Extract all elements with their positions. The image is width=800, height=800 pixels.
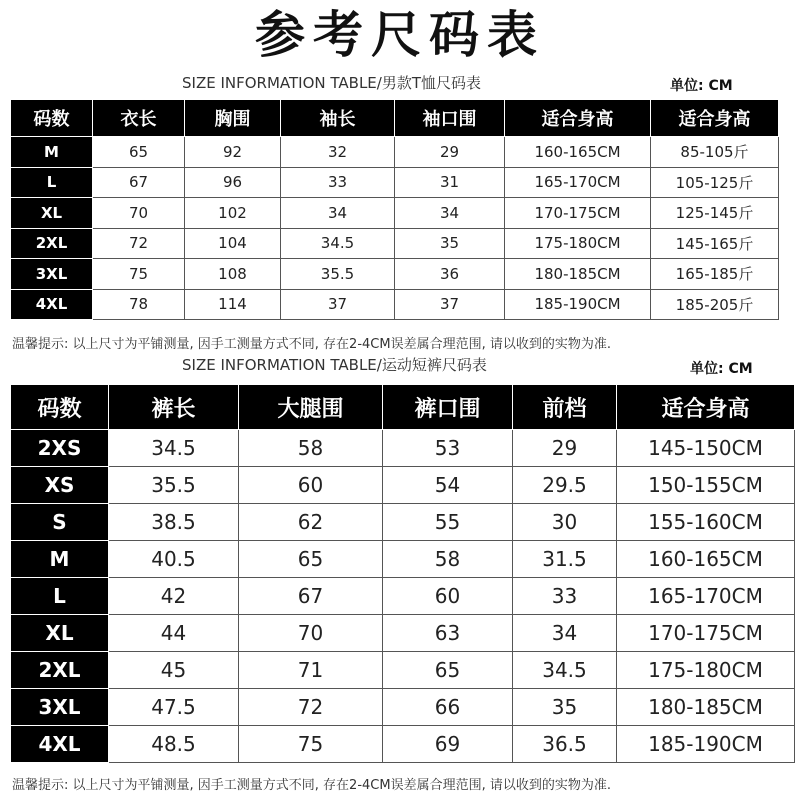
table-cell: 30 bbox=[513, 504, 617, 541]
table-row bbox=[11, 652, 795, 689]
size-label: 2XL bbox=[11, 228, 93, 259]
table-cell: 125-145斤 bbox=[651, 198, 779, 229]
table-cell: 175-180CM bbox=[617, 652, 795, 689]
table-cell: 67 bbox=[93, 167, 185, 198]
table-cell: 150-155CM bbox=[617, 467, 795, 504]
table-cell: 29 bbox=[513, 430, 617, 467]
table-cell: 114 bbox=[185, 289, 281, 320]
size-label: 3XL bbox=[11, 259, 93, 290]
column-header: 适合身高 bbox=[505, 100, 651, 137]
table-cell: 108 bbox=[185, 259, 281, 290]
table-cell: 67 bbox=[239, 578, 383, 615]
table-cell: 31.5 bbox=[513, 541, 617, 578]
table-row bbox=[11, 198, 779, 229]
size-label: 4XL bbox=[11, 726, 109, 763]
shorts-subtitle: SIZE INFORMATION TABLE/运动短裤尺码表 bbox=[182, 356, 487, 374]
table-cell: 72 bbox=[93, 228, 185, 259]
table-cell: 58 bbox=[383, 541, 513, 578]
table-row bbox=[11, 228, 779, 259]
size-label: 2XS bbox=[11, 430, 109, 467]
column-header: 裤长 bbox=[109, 385, 239, 430]
table-cell: 32 bbox=[281, 137, 395, 168]
column-header: 前档 bbox=[513, 385, 617, 430]
column-header: 袖长 bbox=[281, 100, 395, 137]
table-cell: 102 bbox=[185, 198, 281, 229]
table-cell: 34 bbox=[395, 198, 505, 229]
table-row bbox=[11, 289, 779, 320]
table-cell: 35 bbox=[395, 228, 505, 259]
table-cell: 180-185CM bbox=[617, 689, 795, 726]
size-label: L bbox=[11, 578, 109, 615]
table-cell: 55 bbox=[383, 504, 513, 541]
column-header: 胸围 bbox=[185, 100, 281, 137]
table-cell: 165-170CM bbox=[505, 167, 651, 198]
table-cell: 85-105斤 bbox=[651, 137, 779, 168]
table-cell: 47.5 bbox=[109, 689, 239, 726]
shorts-unit: 单位: CM bbox=[690, 361, 753, 377]
column-header: 适合身高 bbox=[651, 100, 779, 137]
table-cell: 185-205斤 bbox=[651, 289, 779, 320]
table-cell: 29 bbox=[395, 137, 505, 168]
table-row bbox=[11, 430, 795, 467]
table-cell: 72 bbox=[239, 689, 383, 726]
table-cell: 36.5 bbox=[513, 726, 617, 763]
tshirt-subtitle: SIZE INFORMATION TABLE/男款T恤尺码表 bbox=[182, 74, 481, 92]
table-cell: 34.5 bbox=[513, 652, 617, 689]
table-header-row bbox=[11, 385, 795, 430]
column-header: 适合身高 bbox=[617, 385, 795, 430]
table-cell: 37 bbox=[395, 289, 505, 320]
table-cell: 75 bbox=[239, 726, 383, 763]
size-label: XS bbox=[11, 467, 109, 504]
table-cell: 165-170CM bbox=[617, 578, 795, 615]
table-row bbox=[11, 504, 795, 541]
column-header: 裤口围 bbox=[383, 385, 513, 430]
table-cell: 66 bbox=[383, 689, 513, 726]
table-cell: 34.5 bbox=[281, 228, 395, 259]
table-row bbox=[11, 167, 779, 198]
table-row bbox=[11, 259, 779, 290]
table-cell: 35.5 bbox=[281, 259, 395, 290]
table-row bbox=[11, 689, 795, 726]
column-header: 码数 bbox=[11, 385, 109, 430]
shorts-size-table bbox=[10, 384, 795, 763]
shorts-note: 温馨提示: 以上尺寸为平铺测量, 因手工测量方式不同, 存在2-4CM误差属合理范围, 请以收到的实物为准. bbox=[12, 778, 611, 793]
table-cell: 65 bbox=[93, 137, 185, 168]
table-cell: 69 bbox=[383, 726, 513, 763]
tshirt-unit: 单位: CM bbox=[670, 78, 733, 94]
size-label: M bbox=[11, 541, 109, 578]
table-cell: 70 bbox=[239, 615, 383, 652]
table-cell: 65 bbox=[383, 652, 513, 689]
size-label: 3XL bbox=[11, 689, 109, 726]
table-cell: 63 bbox=[383, 615, 513, 652]
table-cell: 60 bbox=[239, 467, 383, 504]
table-cell: 104 bbox=[185, 228, 281, 259]
table-cell: 44 bbox=[109, 615, 239, 652]
table-cell: 29.5 bbox=[513, 467, 617, 504]
column-header: 衣长 bbox=[93, 100, 185, 137]
table-cell: 180-185CM bbox=[505, 259, 651, 290]
table-cell: 145-165斤 bbox=[651, 228, 779, 259]
size-label: L bbox=[11, 167, 93, 198]
table-cell: 170-175CM bbox=[505, 198, 651, 229]
table-cell: 175-180CM bbox=[505, 228, 651, 259]
table-cell: 165-185斤 bbox=[651, 259, 779, 290]
table-cell: 45 bbox=[109, 652, 239, 689]
table-cell: 35.5 bbox=[109, 467, 239, 504]
table-cell: 34 bbox=[281, 198, 395, 229]
table-row bbox=[11, 726, 795, 763]
table-cell: 185-190CM bbox=[505, 289, 651, 320]
table-cell: 75 bbox=[93, 259, 185, 290]
table-row bbox=[11, 615, 795, 652]
column-header: 大腿围 bbox=[239, 385, 383, 430]
table-row bbox=[11, 541, 795, 578]
table-cell: 42 bbox=[109, 578, 239, 615]
size-label: M bbox=[11, 137, 93, 168]
tshirt-size-table bbox=[10, 99, 779, 320]
table-cell: 78 bbox=[93, 289, 185, 320]
page-title: 参考尺码表 bbox=[255, 6, 545, 64]
table-cell: 37 bbox=[281, 289, 395, 320]
table-row bbox=[11, 578, 795, 615]
table-cell: 105-125斤 bbox=[651, 167, 779, 198]
table-cell: 65 bbox=[239, 541, 383, 578]
table-cell: 33 bbox=[281, 167, 395, 198]
table-cell: 36 bbox=[395, 259, 505, 290]
table-header-row bbox=[11, 100, 779, 137]
table-cell: 48.5 bbox=[109, 726, 239, 763]
size-label: S bbox=[11, 504, 109, 541]
tshirt-note: 温馨提示: 以上尺寸为平铺测量, 因手工测量方式不同, 存在2-4CM误差属合理范围, 请以收到的实物为准. bbox=[12, 337, 611, 352]
column-header: 袖口围 bbox=[395, 100, 505, 137]
table-cell: 40.5 bbox=[109, 541, 239, 578]
table-cell: 35 bbox=[513, 689, 617, 726]
table-cell: 155-160CM bbox=[617, 504, 795, 541]
table-cell: 160-165CM bbox=[505, 137, 651, 168]
table-cell: 71 bbox=[239, 652, 383, 689]
table-cell: 33 bbox=[513, 578, 617, 615]
table-cell: 185-190CM bbox=[617, 726, 795, 763]
size-label: 2XL bbox=[11, 652, 109, 689]
size-label: XL bbox=[11, 198, 93, 229]
table-cell: 96 bbox=[185, 167, 281, 198]
table-cell: 31 bbox=[395, 167, 505, 198]
table-cell: 92 bbox=[185, 137, 281, 168]
table-cell: 38.5 bbox=[109, 504, 239, 541]
table-cell: 62 bbox=[239, 504, 383, 541]
table-cell: 170-175CM bbox=[617, 615, 795, 652]
size-label: 4XL bbox=[11, 289, 93, 320]
table-row bbox=[11, 137, 779, 168]
table-cell: 145-150CM bbox=[617, 430, 795, 467]
table-row bbox=[11, 467, 795, 504]
table-cell: 53 bbox=[383, 430, 513, 467]
column-header: 码数 bbox=[11, 100, 93, 137]
table-cell: 70 bbox=[93, 198, 185, 229]
table-cell: 160-165CM bbox=[617, 541, 795, 578]
table-cell: 34 bbox=[513, 615, 617, 652]
table-cell: 34.5 bbox=[109, 430, 239, 467]
table-cell: 54 bbox=[383, 467, 513, 504]
table-cell: 58 bbox=[239, 430, 383, 467]
size-label: XL bbox=[11, 615, 109, 652]
table-cell: 60 bbox=[383, 578, 513, 615]
